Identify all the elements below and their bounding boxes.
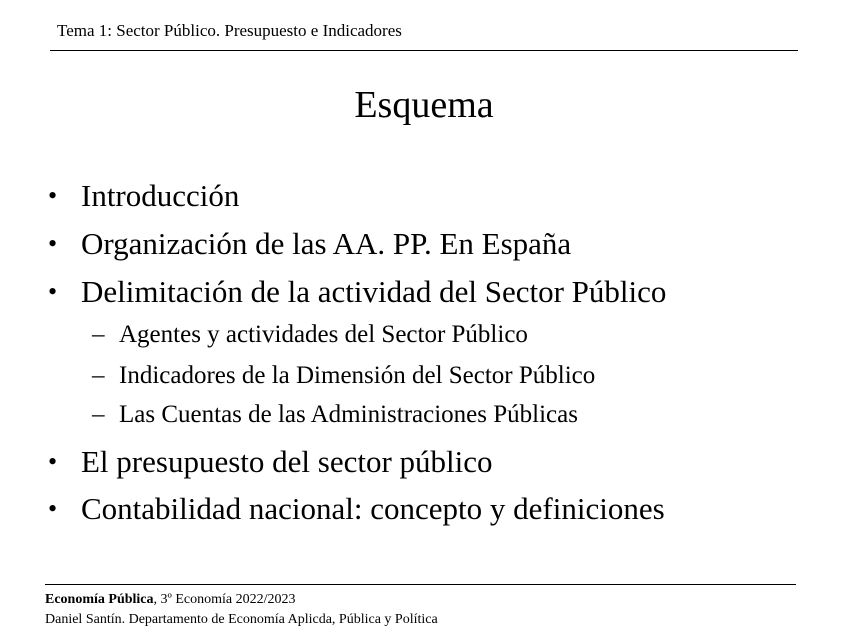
footer-course xyxy=(45,591,296,609)
bullet-marker: • xyxy=(48,229,58,258)
dash-marker: – xyxy=(92,401,105,428)
bullet-marker: • xyxy=(48,181,58,210)
outline-sub-item-label: Agentes y actividades del Sector Público xyxy=(119,321,528,348)
bullet-marker: • xyxy=(48,447,58,476)
dash-marker: – xyxy=(92,321,105,348)
footer-author-department: Daniel Santín. Departamento de Economía Aplicda, Pública y Política xyxy=(45,612,438,627)
outline-sub-item-label: Indicadores de la Dimensión del Sector Público xyxy=(119,362,596,389)
footer-divider xyxy=(45,584,796,585)
slide-header-topic: Tema 1: Sector Público. Presupuesto e Indicadores xyxy=(57,21,402,40)
slide-title: Esquema xyxy=(354,84,494,126)
outline-sub-item-label: Las Cuentas de las Administraciones Públicas xyxy=(119,401,578,428)
footer-course-name: Economía Pública xyxy=(45,592,154,607)
dash-marker: – xyxy=(92,362,105,389)
outline-item-label: Delimitación de la actividad del Sector Público xyxy=(81,274,667,309)
bullet-marker: • xyxy=(48,494,58,523)
footer-course-details: , 3º Economía 2022/2023 xyxy=(153,592,296,607)
outline-item-label: El presupuesto del sector público xyxy=(81,444,493,479)
outline-item-label: Introducción xyxy=(81,178,240,213)
outline-item-label: Contabilidad nacional: concepto y definiciones xyxy=(81,491,665,526)
bullet-marker: • xyxy=(48,277,58,306)
outline-item-label: Organización de las AA. PP. En España xyxy=(81,226,572,261)
